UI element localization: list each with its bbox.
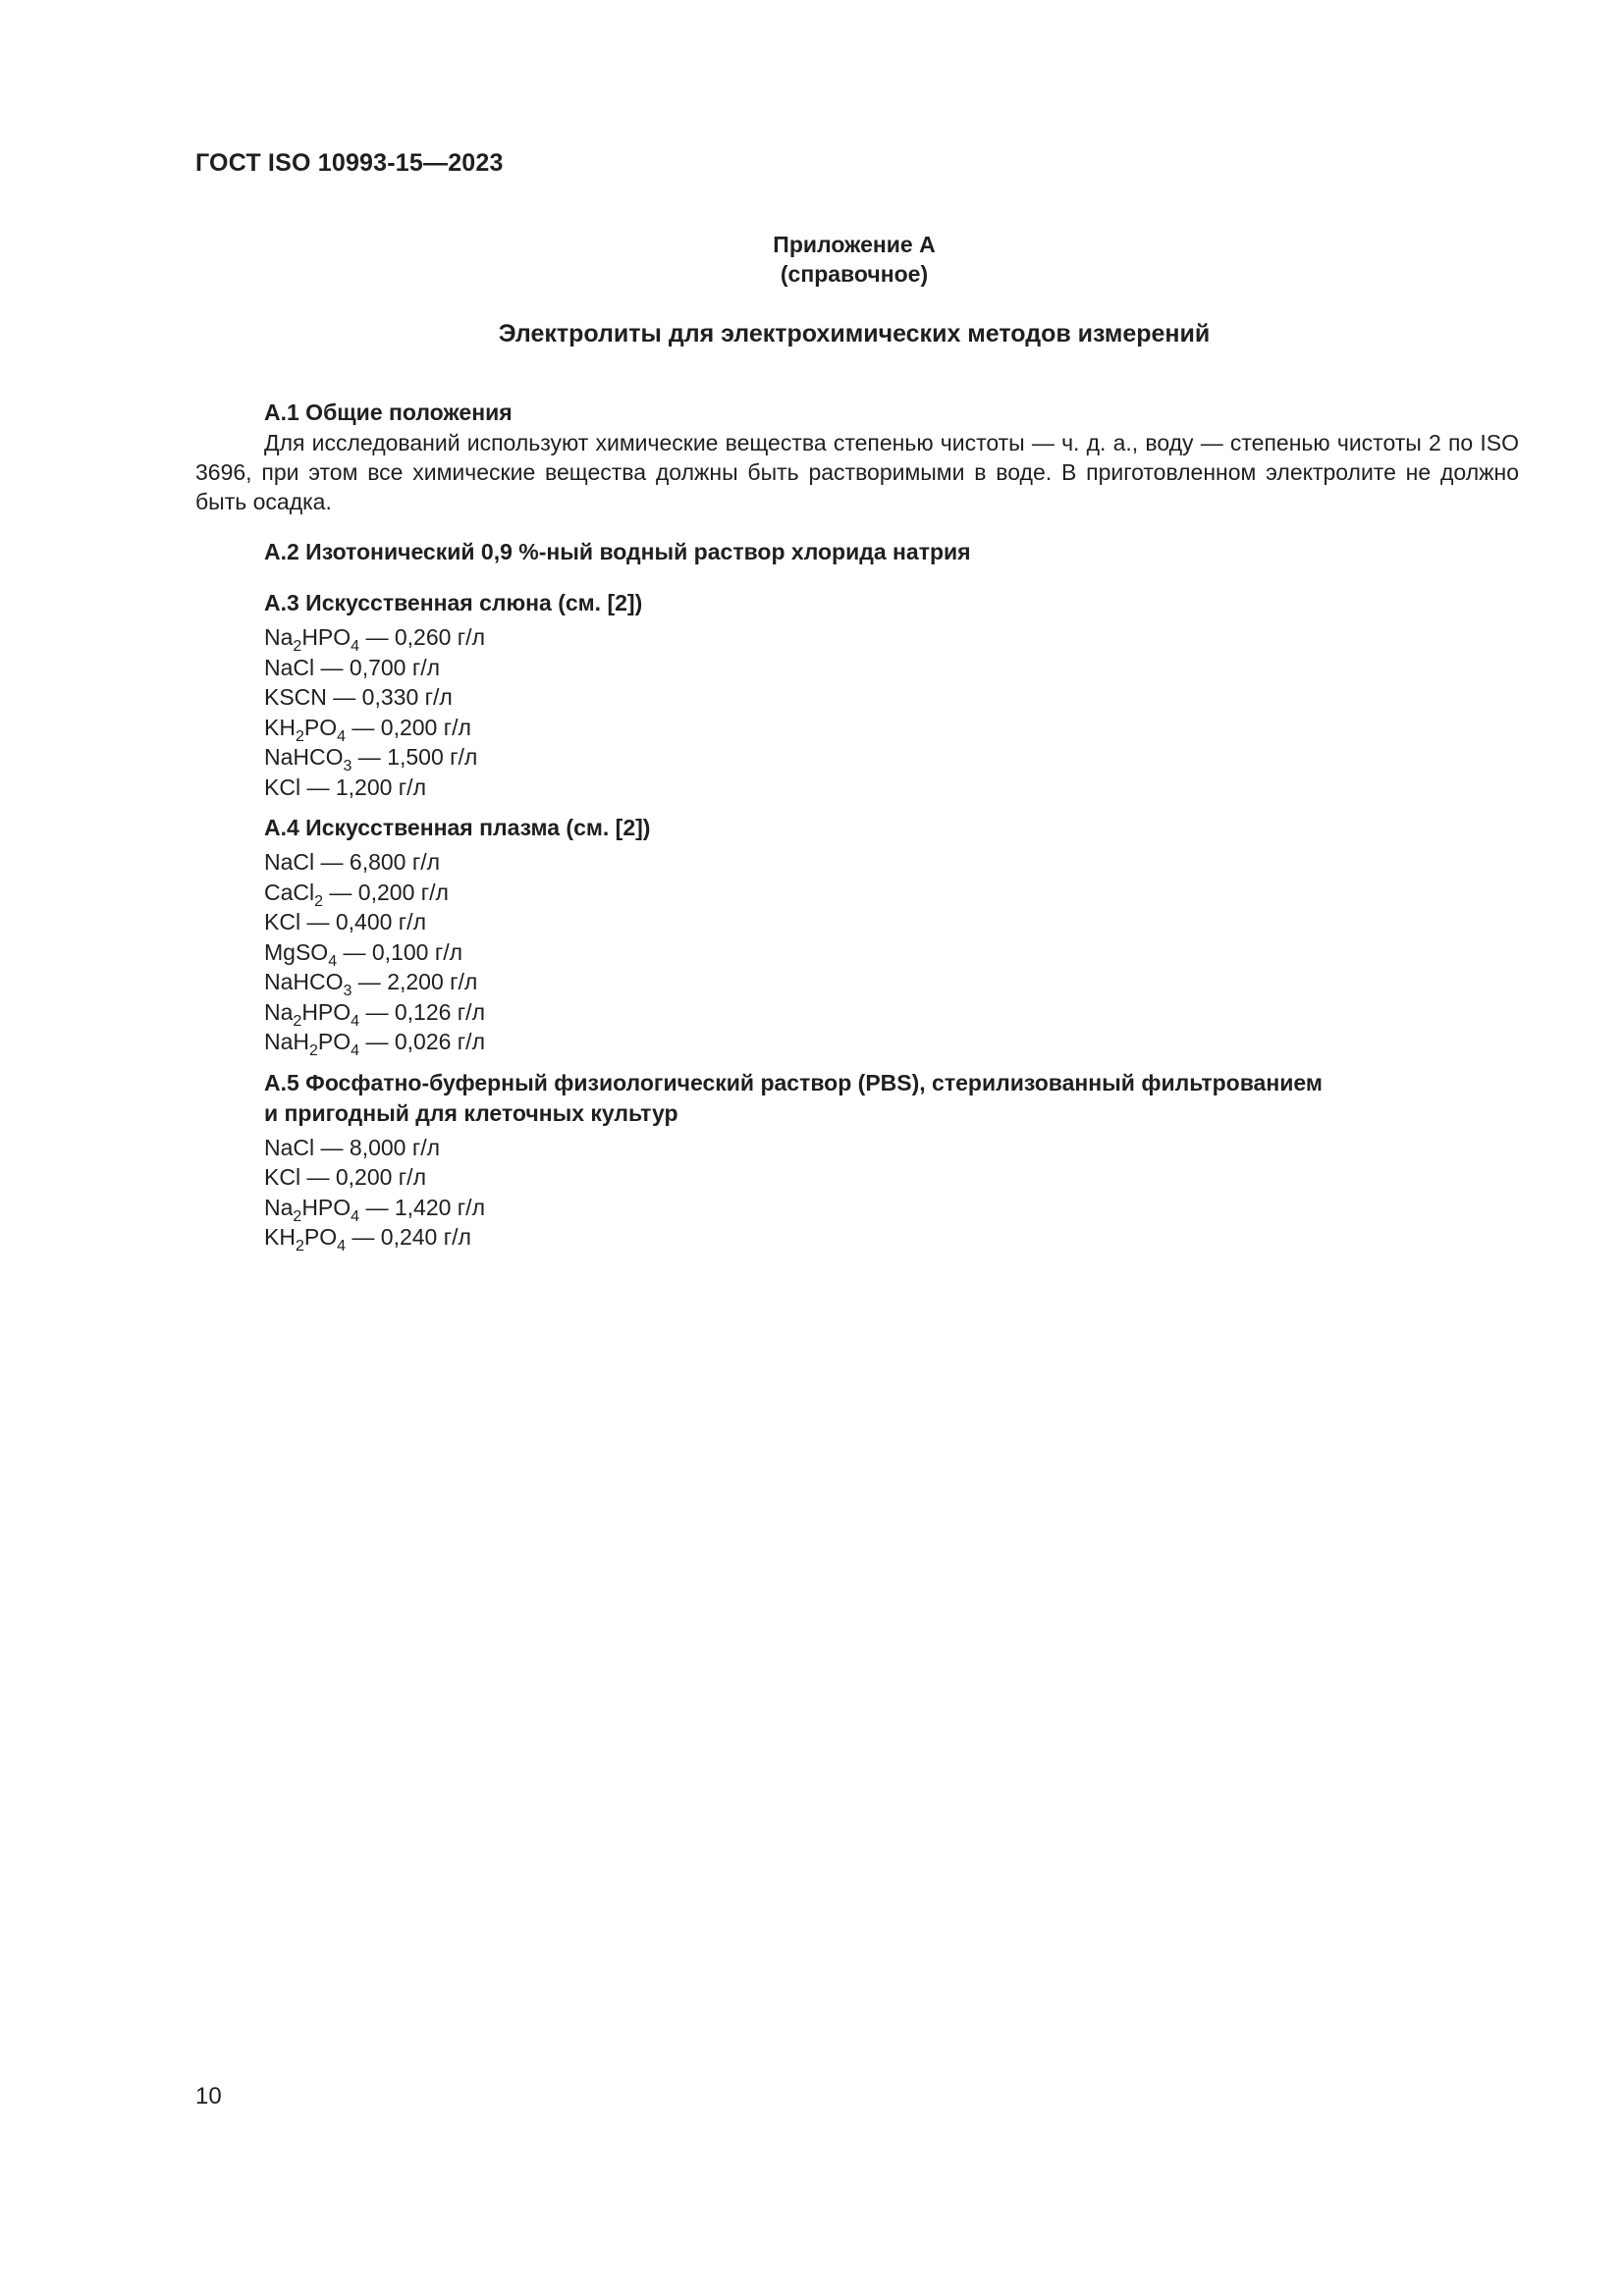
list-item: NaHCO$_3$ — 1,500 г/л bbox=[264, 744, 478, 774]
document-code: ГОСТ ISO 10993-15—2023 bbox=[195, 149, 504, 177]
list-item: KSCN — 0,330 г/л bbox=[264, 684, 453, 710]
document-body bbox=[195, 398, 1519, 1253]
section-a4-list bbox=[195, 847, 1519, 1057]
annex-title: Электролиты для электрохимических методов измерений bbox=[498, 320, 1211, 347]
section-a3-heading: А.3 Искусственная слюна (см. [2]) bbox=[264, 590, 643, 615]
list-item: $NaH_2PO_4$ — 0,026 г/л bbox=[264, 1029, 485, 1059]
list-item: $Na_2HPO_4$ — 0,260 г/л bbox=[264, 624, 485, 655]
list-item: MgSO$_4$ — 0,100 г/л bbox=[264, 938, 463, 970]
list-item: KCl — 0,400 г/л bbox=[264, 909, 426, 934]
annex-label-block bbox=[0, 230, 1624, 289]
annex-type: (справочное) bbox=[780, 261, 929, 287]
list-item: $KH_2PO_4$ — 0,240 г/л bbox=[264, 1224, 471, 1255]
section-a1-text: Для исследований используют химические вещества степенью чистоты — ч. д. а., воду — степенью чистоты 2 по ISO 3696, при этом все химические вещества должны быть растворимыми в воде. В приготовленном электролите не должно быть осадка. bbox=[195, 430, 1519, 514]
list-item: NaHCO$_3$ — 2,200 г/л bbox=[264, 969, 478, 999]
section-a3-list bbox=[195, 622, 1519, 802]
annex-label: Приложение А bbox=[773, 232, 936, 257]
section-a1-heading: А.1 Общие положения bbox=[264, 400, 513, 425]
list-item: NaCl — 8,000 г/л bbox=[264, 1134, 441, 1160]
list-item: $Na_2HPO_4$ — 0,126 г/л bbox=[264, 998, 485, 1030]
list-item: CaCl$_2$ — 0,200 г/л bbox=[264, 879, 449, 910]
list-item: NaCl — 6,800 г/л bbox=[264, 849, 441, 875]
list-item: $Na_2HPO_4$ — 1,420 г/л bbox=[264, 1194, 485, 1225]
section-a5-heading-line2: и пригодный для клеточных культур bbox=[264, 1099, 678, 1126]
list-item: $KH_2PO_4$ — 0,200 г/л bbox=[264, 714, 471, 745]
list-item: KCl — 0,200 г/л bbox=[264, 1164, 426, 1190]
section-a5-list bbox=[195, 1133, 1519, 1253]
page-number: 10 bbox=[195, 2083, 222, 2109]
list-item: KCl — 1,200 г/л bbox=[264, 774, 426, 800]
section-a5-heading-line1: А.5 Фосфатно-буферный физиологический раствор (PBS), стерилизованный фильтрованием bbox=[264, 1069, 1323, 1095]
list-item: NaCl — 0,700 г/л bbox=[264, 654, 441, 680]
section-a4-heading: А.4 Искусственная плазма (см. [2]) bbox=[264, 815, 651, 840]
section-a2-heading: А.2 Изотонический 0,9 %-ный водный раствор хлорида натрия bbox=[264, 539, 971, 564]
